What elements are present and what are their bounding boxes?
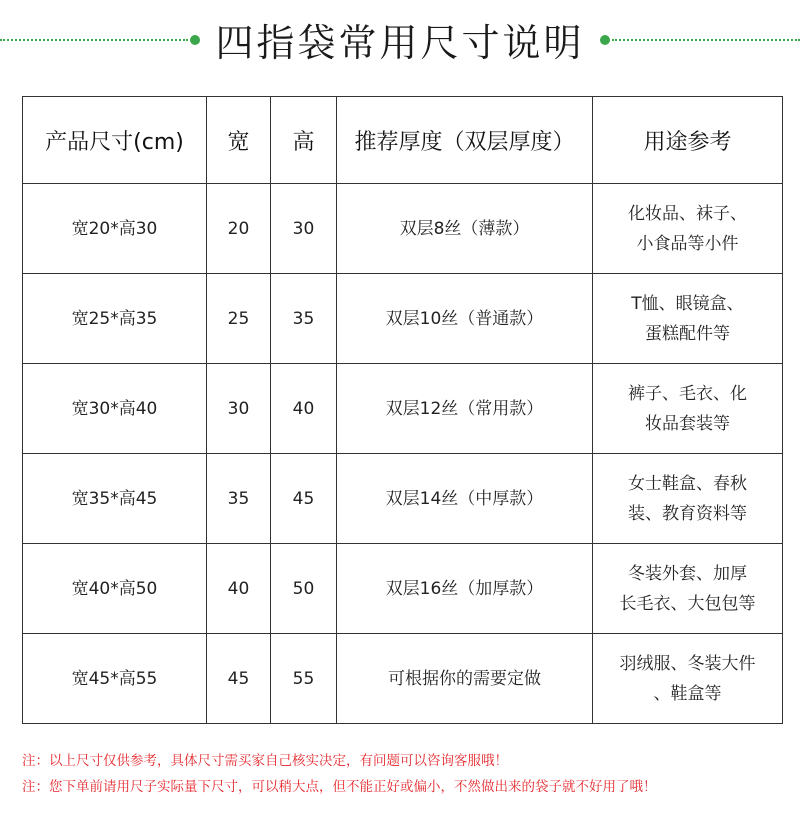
cell-usage	[593, 544, 783, 634]
header-thickness: 推荐厚度（双层厚度）	[337, 97, 593, 184]
header-height: 高	[271, 97, 337, 184]
usage-line: 装、教育资料等	[628, 503, 747, 524]
cell-thickness: 双层14丝（中厚款）	[337, 454, 593, 544]
cell-height: 30	[271, 184, 337, 274]
usage-line: 、鞋盒等	[653, 683, 722, 704]
table-header-row	[23, 97, 783, 184]
cell-thickness: 双层12丝（常用款）	[337, 364, 593, 454]
title-dot-right	[600, 35, 610, 45]
cell-thickness: 双层10丝（普通款）	[337, 274, 593, 364]
cell-width: 30	[207, 364, 271, 454]
notes	[22, 748, 792, 800]
table-row	[23, 454, 783, 544]
cell-size: 宽20*高30	[23, 184, 207, 274]
cell-height: 50	[271, 544, 337, 634]
usage-line: 化妆品、袜子、	[628, 203, 747, 224]
cell-usage	[593, 634, 783, 724]
title-bar	[0, 0, 800, 80]
usage-line: 长毛衣、大包包等	[619, 593, 756, 614]
cell-usage	[593, 364, 783, 454]
cell-width: 45	[207, 634, 271, 724]
cell-height: 45	[271, 454, 337, 544]
cell-size: 宽35*高45	[23, 454, 207, 544]
cell-size: 宽45*高55	[23, 634, 207, 724]
table-row	[23, 544, 783, 634]
title-decoration-right	[612, 39, 800, 41]
table-row	[23, 184, 783, 274]
cell-height: 40	[271, 364, 337, 454]
cell-width: 40	[207, 544, 271, 634]
cell-usage	[593, 454, 783, 544]
usage-line: T恤、眼镜盒、	[631, 293, 744, 314]
cell-width: 35	[207, 454, 271, 544]
page-title: 四指袋常用尺寸说明	[215, 21, 585, 65]
header-size: 产品尺寸(cm)	[23, 97, 207, 184]
cell-usage	[593, 184, 783, 274]
header-width: 宽	[207, 97, 271, 184]
cell-width: 25	[207, 274, 271, 364]
note-line: 注：您下单前请用尺子实际量下尺寸，可以稍大点，但不能正好或偏小，不然做出来的袋子就不好用了哦！	[22, 779, 657, 795]
cell-height: 35	[271, 274, 337, 364]
cell-size: 宽40*高50	[23, 544, 207, 634]
header-usage: 用途参考	[593, 97, 783, 184]
cell-thickness: 可根据你的需要定做	[337, 634, 593, 724]
cell-height: 55	[271, 634, 337, 724]
cell-size: 宽30*高40	[23, 364, 207, 454]
usage-line: 妆品套装等	[645, 413, 730, 434]
cell-thickness: 双层8丝（薄款）	[337, 184, 593, 274]
usage-line: 裤子、毛衣、化	[628, 383, 747, 404]
table-row	[23, 634, 783, 724]
usage-line: 冬装外套、加厚	[628, 563, 747, 584]
table-row	[23, 364, 783, 454]
table-row	[23, 274, 783, 364]
note-line: 注：以上尺寸仅供参考，具体尺寸需买家自己核实决定，有问题可以咨询客服哦！	[22, 753, 508, 769]
cell-thickness: 双层16丝（加厚款）	[337, 544, 593, 634]
cell-size: 宽25*高35	[23, 274, 207, 364]
title-dot-left	[190, 35, 200, 45]
usage-line: 羽绒服、冬装大件	[619, 653, 756, 674]
usage-line: 蛋糕配件等	[645, 323, 730, 344]
title-decoration-left	[0, 39, 188, 41]
usage-line: 小食品等小件	[636, 233, 739, 254]
cell-width: 20	[207, 184, 271, 274]
cell-usage	[593, 274, 783, 364]
usage-line: 女士鞋盒、春秋	[628, 473, 747, 494]
size-table	[22, 96, 783, 724]
